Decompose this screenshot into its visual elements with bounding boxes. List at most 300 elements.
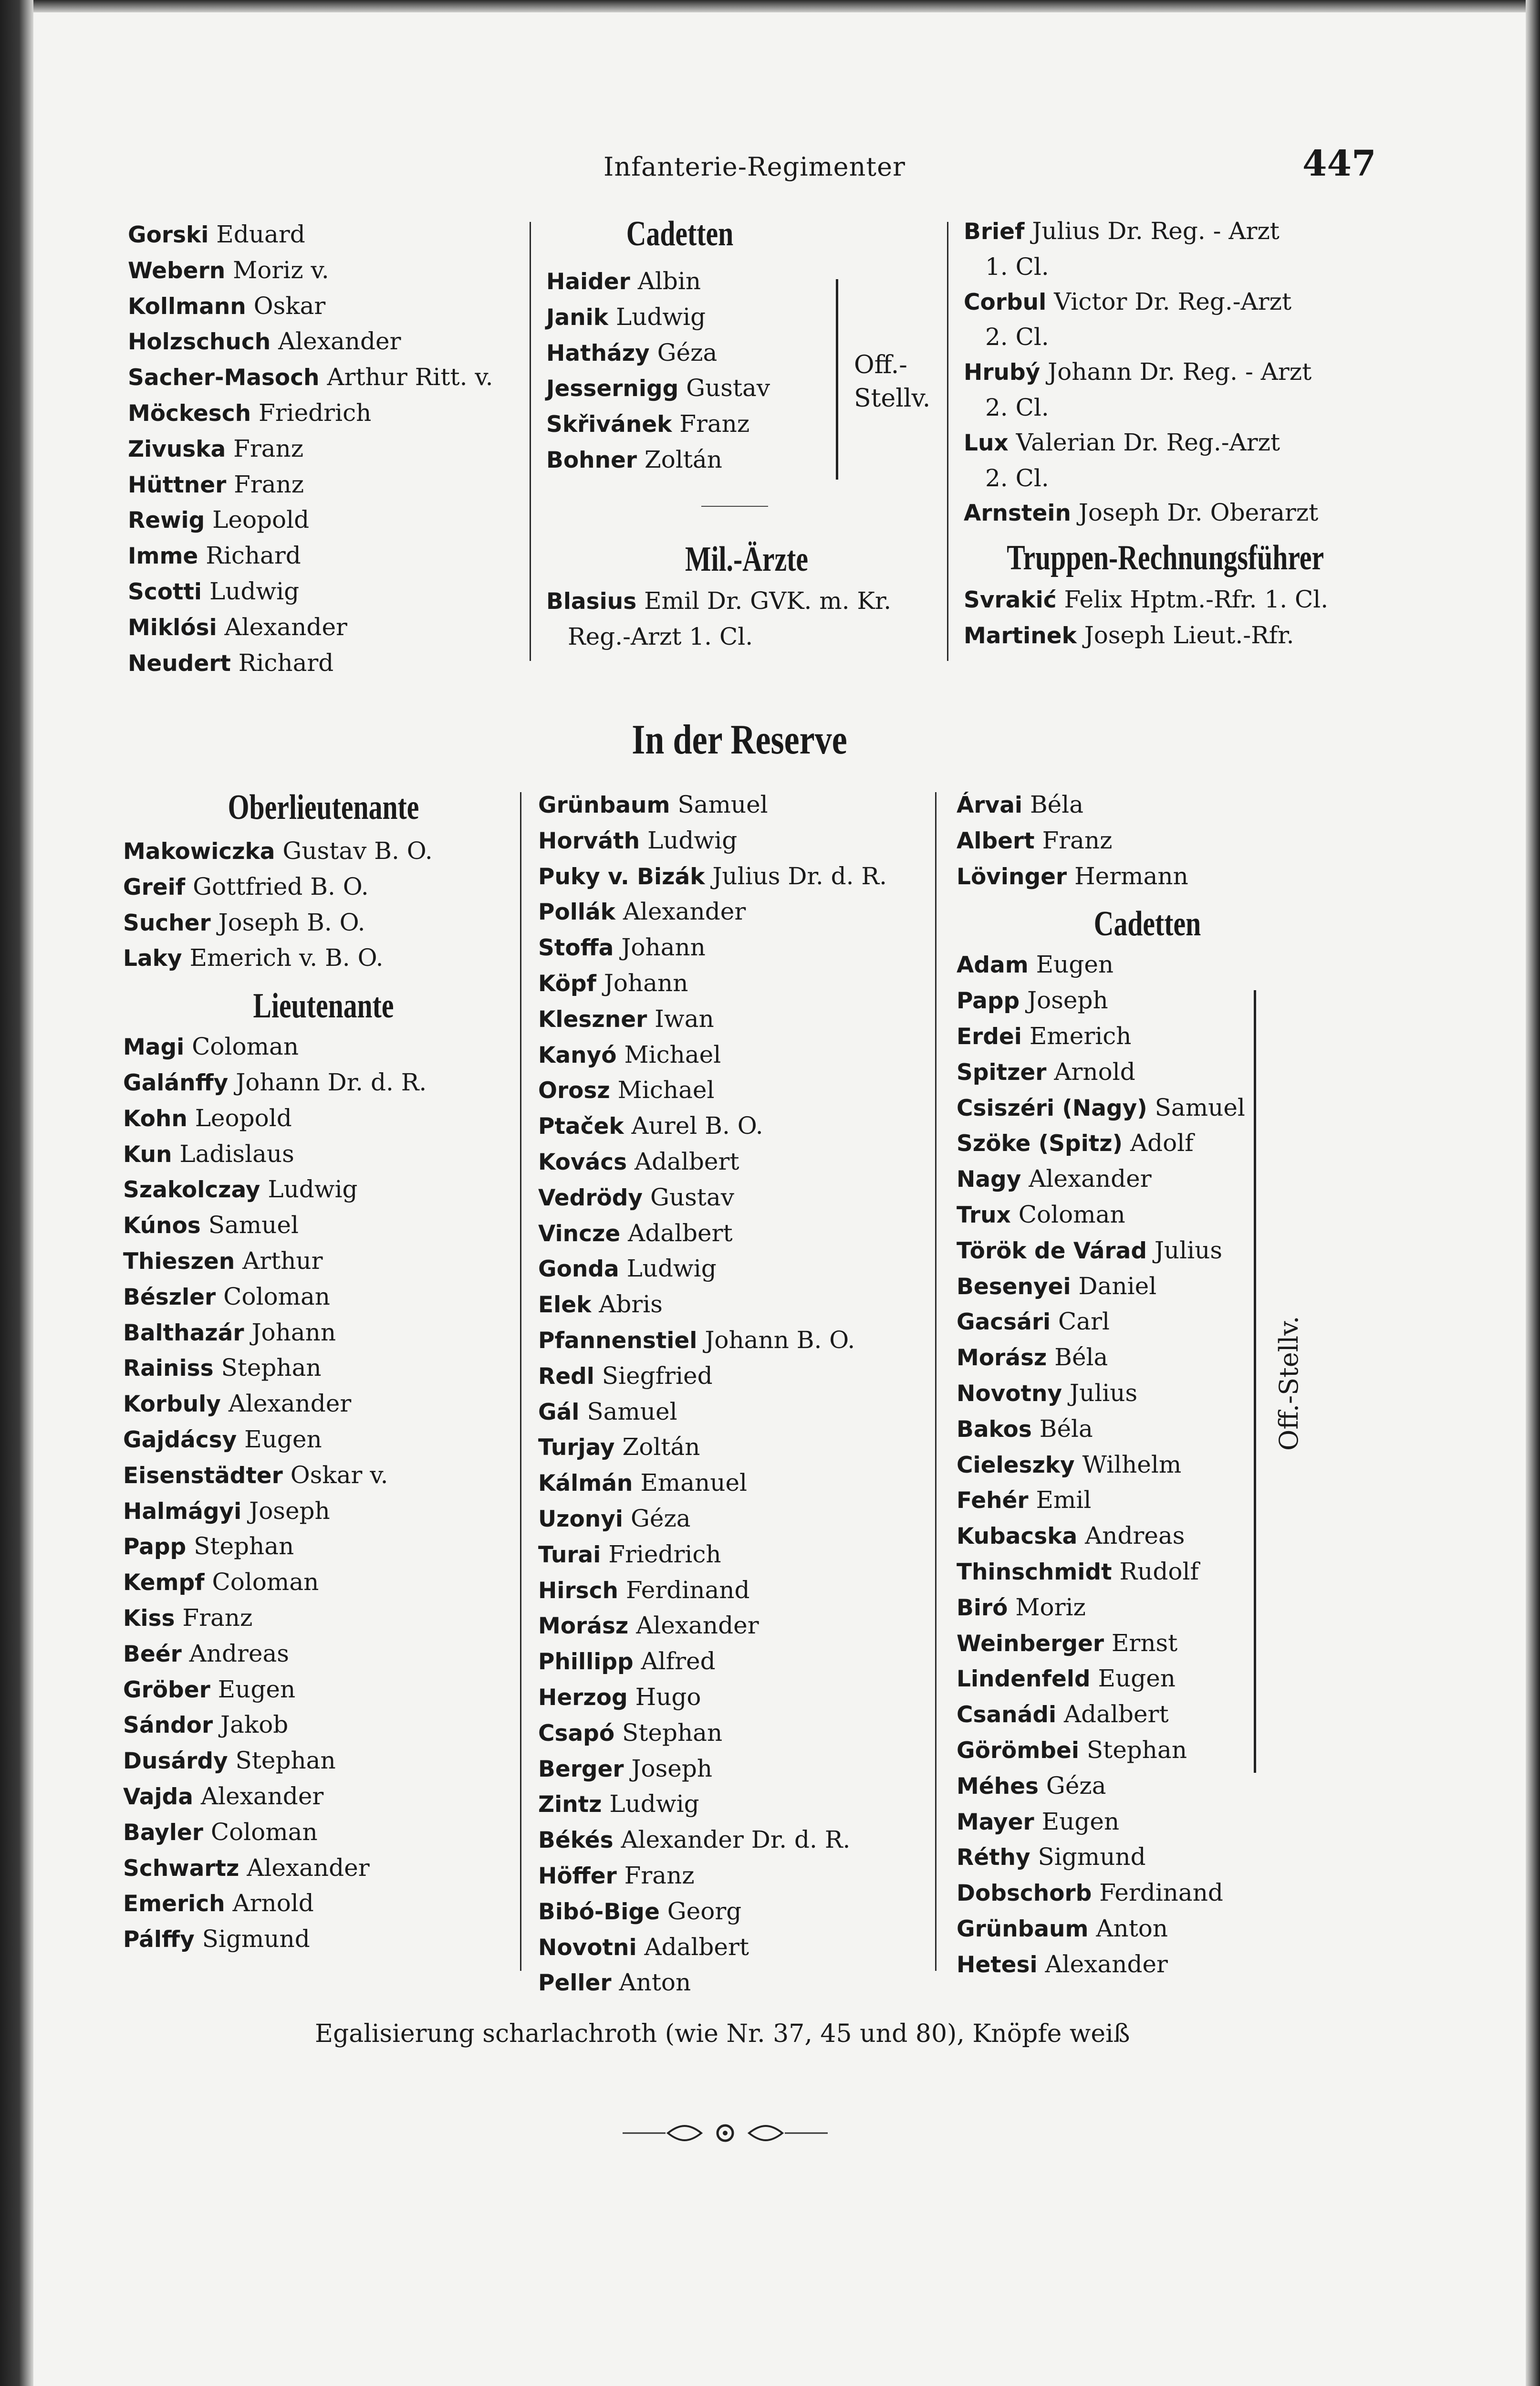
list-entry <box>123 1315 524 1351</box>
cadetten-heading: Cadetten <box>626 214 734 253</box>
given-name: Oskar v. <box>290 1461 388 1489</box>
surname: Görömbei <box>957 1737 1079 1764</box>
list-entry <box>123 869 524 905</box>
list-entry <box>538 1858 887 1894</box>
surname: Skřivánek <box>546 411 672 438</box>
given-name: Coloman <box>192 1033 299 1061</box>
surname: Vedrödy <box>538 1184 643 1211</box>
list-entry <box>128 360 493 396</box>
given-name: Emerich v. B. O. <box>189 944 384 972</box>
given-name: Sigmund <box>202 1925 310 1953</box>
surname: Kálmán <box>538 1470 633 1497</box>
list-entry <box>538 1002 887 1037</box>
surname: Sándor <box>123 1712 213 1739</box>
surname: Fehér <box>957 1487 1029 1514</box>
list-entry <box>123 1279 524 1315</box>
column-rule <box>935 792 936 1971</box>
given-name: Moriz <box>1015 1593 1086 1621</box>
surname: Pfannenstiel <box>538 1327 697 1354</box>
given-name: Jakob <box>220 1711 289 1739</box>
surname: Schwartz <box>123 1855 239 1882</box>
scan-edge-right <box>1526 0 1540 2386</box>
surname: Gröber <box>123 1676 210 1703</box>
given-name: Samuel <box>208 1211 299 1239</box>
list-entry <box>538 1109 887 1144</box>
list-entry <box>546 300 937 335</box>
surname: Árvai <box>957 792 1023 818</box>
off-stellv-vertical-label: Off.-Stellv. <box>1274 1316 1304 1451</box>
given-name: Friedrich <box>259 398 372 427</box>
list-entry <box>123 1851 524 1886</box>
given-name: Leopold <box>195 1104 292 1132</box>
list-entry <box>957 1197 1338 1233</box>
surname: Besenyei <box>957 1273 1071 1300</box>
list-entry <box>957 1483 1338 1518</box>
list-entry <box>957 1804 1338 1840</box>
given-name: Friedrich <box>608 1540 721 1568</box>
given-name: Stephan <box>622 1718 723 1747</box>
list-entry <box>123 1636 524 1672</box>
surname: Sacher-Masoch <box>128 365 320 391</box>
surname: Martinek <box>964 622 1077 649</box>
list-entry <box>123 1422 524 1458</box>
given-name: Julius <box>1154 1236 1222 1264</box>
list-entry <box>957 1447 1338 1483</box>
list-entry <box>538 1359 887 1394</box>
surname: Lux <box>964 429 1009 456</box>
given-name: Anton <box>619 1968 691 1997</box>
surname: Horváth <box>538 827 640 854</box>
list-entry <box>123 1350 524 1386</box>
given-name: Alexander <box>247 1853 370 1882</box>
given-name: Arthur <box>242 1246 323 1275</box>
given-name: Ferdinand <box>625 1576 750 1604</box>
list-entry <box>538 1430 887 1465</box>
given-name: Coloman <box>210 1818 318 1846</box>
surname: Peller <box>538 1970 612 1997</box>
surname: Kubacska <box>957 1523 1078 1550</box>
list-entry <box>123 1565 524 1601</box>
given-name: Emil <box>1036 1486 1092 1514</box>
list-entry <box>128 431 493 467</box>
cadetten-heading: Cadetten <box>1093 904 1201 944</box>
given-name: Johann Dr. Reg. - Arzt <box>1048 358 1312 386</box>
given-name: Eugen <box>1036 951 1114 979</box>
given-name: Julius Dr. Reg. - Arzt <box>1032 217 1280 245</box>
surname: Zintz <box>538 1791 602 1818</box>
given-name: Wilhelm <box>1082 1450 1182 1478</box>
list-entry <box>964 320 1355 355</box>
list-entry <box>538 1287 887 1323</box>
surname: Makowiczka <box>123 838 275 865</box>
given-name: Alexander <box>200 1782 324 1810</box>
surname: Papp <box>123 1534 187 1560</box>
given-name: Eugen <box>1098 1664 1176 1693</box>
surname: Svrakić <box>964 587 1057 614</box>
given-name: Géza <box>1046 1771 1106 1800</box>
surname: Bibó-Bige <box>538 1898 660 1925</box>
list-entry <box>123 1779 524 1815</box>
list-entry <box>538 1323 887 1359</box>
given-name: Coloman <box>223 1282 330 1310</box>
surname: Phillipp <box>538 1649 634 1675</box>
surname: Beér <box>123 1641 182 1667</box>
list-entry <box>957 1019 1338 1055</box>
list-entry <box>538 1180 887 1216</box>
surname: Gajdácsy <box>123 1426 237 1453</box>
surname: Szöke (Spitz) <box>957 1130 1123 1157</box>
given-name: Stephan <box>194 1532 294 1560</box>
surname: Halmágyi <box>123 1498 242 1525</box>
given-name: Johann Dr. d. R. <box>236 1068 427 1096</box>
oberlieutenante-heading: Oberlieutenante <box>228 788 419 827</box>
given-name: Emerich <box>1029 1022 1132 1050</box>
top-middle-column <box>546 214 937 478</box>
surname: Pollák <box>538 899 615 926</box>
surname: Gacsári <box>957 1309 1051 1336</box>
given-name: Ladislaus <box>179 1140 294 1168</box>
given-name: Daniel <box>1078 1272 1157 1300</box>
top-right-column <box>964 214 1355 654</box>
surname: Gonda <box>538 1256 619 1283</box>
list-entry <box>123 1386 524 1422</box>
surname: Hrubý <box>964 359 1041 386</box>
list-entry <box>123 1172 524 1208</box>
list-entry <box>538 930 887 966</box>
given-name: Hugo <box>635 1683 701 1711</box>
list-entry <box>957 1875 1338 1911</box>
surname: Grünbaum <box>957 1915 1089 1942</box>
list-entry <box>957 1840 1338 1875</box>
surname: Rainiss <box>123 1355 214 1382</box>
given-name: Samuel <box>677 791 768 818</box>
reserve-left-column <box>123 787 524 1957</box>
surname: Novotni <box>538 1934 637 1961</box>
surname: Csiszéri (Nagy) <box>957 1095 1147 1121</box>
surname: Vincze <box>538 1220 621 1247</box>
given-name: Johann <box>621 933 706 962</box>
scan-edge-left <box>0 0 33 2386</box>
list-entry <box>538 1787 887 1822</box>
surname: Magi <box>123 1034 185 1061</box>
given-name: Moriz v. <box>233 256 329 284</box>
scan-edge-top <box>0 0 1540 12</box>
given-name: Abris <box>599 1290 663 1319</box>
surname: Kovács <box>538 1149 627 1175</box>
given-name: Ernst <box>1111 1629 1178 1657</box>
surname: Weinberger <box>957 1630 1104 1657</box>
list-entry <box>123 1137 524 1172</box>
given-name: Alexander <box>278 327 401 356</box>
surname: Laky <box>123 945 182 972</box>
given-name: Stephan <box>235 1747 336 1775</box>
list-entry <box>123 1065 524 1101</box>
list-entry <box>957 1626 1338 1662</box>
list-entry <box>957 823 1338 859</box>
given-name: Coloman <box>1018 1200 1125 1228</box>
list-entry <box>128 217 493 253</box>
list-entry <box>538 1608 887 1644</box>
surname: Gál <box>538 1399 580 1425</box>
given-name: Alexander <box>1045 1950 1168 1978</box>
given-name: Ludwig <box>268 1175 358 1203</box>
surname: Szakolczay <box>123 1177 260 1203</box>
surname: Jessernigg <box>546 376 679 402</box>
given-name: Iwan <box>655 1005 714 1033</box>
surname: Bayler <box>123 1819 203 1846</box>
given-name: 2. Cl. <box>985 464 1049 492</box>
given-name: Ludwig <box>209 577 300 605</box>
list-entry <box>123 1494 524 1529</box>
list-entry <box>964 250 1355 284</box>
surname: Herzog <box>538 1684 628 1711</box>
given-name: Eugen <box>244 1425 322 1453</box>
list-entry <box>957 1162 1338 1197</box>
surname: Puky v. Bizák <box>538 863 705 890</box>
given-name: Eugen <box>1041 1807 1120 1835</box>
top-left-column <box>128 217 493 681</box>
truppen-list <box>964 582 1355 654</box>
aerzte-column <box>546 539 947 654</box>
given-name: 2. Cl. <box>985 323 1049 351</box>
surname: Hetesi <box>957 1951 1038 1978</box>
surname: Albert <box>957 827 1035 854</box>
list-entry <box>957 1554 1338 1590</box>
surname: Thinschmidt <box>957 1559 1112 1585</box>
surname: Lövinger <box>957 863 1067 890</box>
list-entry <box>957 1233 1338 1269</box>
surname: Berger <box>538 1756 624 1782</box>
list-entry <box>538 1751 887 1787</box>
list-entry <box>964 355 1355 390</box>
surname: Holzschuch <box>128 329 271 356</box>
given-name: Franz <box>624 1861 695 1889</box>
surname: Imme <box>128 543 198 570</box>
given-name: Valerian Dr. Reg.-Arzt <box>1016 428 1280 456</box>
list-entry <box>546 584 947 619</box>
list-entry <box>123 1029 524 1065</box>
list-entry <box>123 1743 524 1779</box>
list-entry <box>957 947 1338 983</box>
surname: Dusárdy <box>123 1748 228 1775</box>
surname: Török de Várad <box>957 1237 1147 1264</box>
given-name: Johann <box>604 969 688 997</box>
given-name: Albin <box>637 267 701 295</box>
surname: Arnstein <box>964 500 1071 527</box>
given-name: Franz <box>234 470 304 498</box>
surname: Spitzer <box>957 1059 1047 1086</box>
list-entry <box>546 442 937 478</box>
list-entry <box>128 324 493 360</box>
list-entry <box>964 495 1355 531</box>
list-entry <box>538 1394 887 1430</box>
given-name: Andreas <box>189 1639 289 1667</box>
surname: Mayer <box>957 1809 1034 1835</box>
list-entry <box>123 1922 524 1957</box>
list-entry <box>123 1601 524 1636</box>
list-entry <box>964 461 1355 496</box>
list-entry <box>538 1216 887 1252</box>
given-name: Franz <box>182 1603 253 1632</box>
surname: Réthy <box>957 1844 1030 1871</box>
surname: Zivuska <box>128 436 226 462</box>
surname: Blasius <box>546 588 637 615</box>
given-name: Michael <box>617 1076 715 1104</box>
list-entry <box>957 859 1338 895</box>
surname: Eisenstädter <box>123 1462 283 1489</box>
surname: Balthazár <box>123 1319 244 1346</box>
list-entry <box>538 894 887 930</box>
list-entry <box>123 1815 524 1851</box>
list-entry <box>123 1208 524 1244</box>
given-name: Ludwig <box>615 303 706 331</box>
oberlieutenante-list <box>123 834 524 976</box>
reserve-right-list <box>957 787 1338 894</box>
given-name: Zoltán <box>622 1433 700 1461</box>
surname: Vajda <box>123 1783 193 1810</box>
given-name: Stephan <box>221 1354 322 1382</box>
reserve-middle-list <box>538 787 887 2001</box>
surname: Emerich <box>123 1891 225 1917</box>
given-name: Coloman <box>212 1568 319 1596</box>
given-name: Anton <box>1096 1914 1168 1942</box>
given-name: Ludwig <box>647 826 738 854</box>
list-entry <box>538 823 887 859</box>
list-entry <box>538 1894 887 1930</box>
given-name: Béla <box>1039 1414 1093 1443</box>
list-entry <box>123 941 524 976</box>
surname: Miklósi <box>128 614 217 641</box>
given-name: Ludwig <box>626 1255 717 1283</box>
given-name: Arthur Ritt. v. <box>327 363 493 391</box>
list-entry <box>957 1661 1338 1697</box>
surname: Kollmann <box>128 293 246 320</box>
given-name: Oskar <box>253 292 326 320</box>
surname: Korbuly <box>123 1391 221 1418</box>
off-stellv-label: Off.- Stellv. <box>854 351 931 413</box>
list-entry <box>538 1073 887 1109</box>
given-name: Rudolf <box>1119 1557 1199 1585</box>
given-name: Alexander <box>228 1390 352 1418</box>
list-entry <box>964 582 1355 618</box>
surname: Redl <box>538 1363 594 1390</box>
given-name: Alexander <box>224 613 347 641</box>
given-name: Alexander <box>1029 1165 1152 1193</box>
list-entry <box>964 284 1355 320</box>
surname: Haider <box>546 269 630 295</box>
list-entry <box>123 1458 524 1494</box>
surname: Kleszner <box>538 1006 647 1033</box>
given-name: Georg <box>667 1897 742 1925</box>
list-entry <box>128 610 493 646</box>
surname: Köpf <box>538 970 596 997</box>
list-entry <box>957 1947 1338 1983</box>
lieutenante-heading: Lieutenante <box>253 986 394 1026</box>
surname: Kiss <box>123 1605 175 1632</box>
surname: Kempf <box>123 1570 205 1596</box>
list-entry <box>538 1144 887 1180</box>
list-entry <box>538 1716 887 1751</box>
given-name: Alexander <box>636 1612 759 1640</box>
list-entry <box>538 1573 887 1609</box>
name-list <box>128 217 493 681</box>
given-name: Alexander <box>623 898 746 926</box>
surname: Greif <box>123 874 186 900</box>
list-entry <box>123 1707 524 1743</box>
list-entry <box>957 1911 1338 1947</box>
surname: Turjay <box>538 1434 615 1461</box>
surname: Möckesch <box>128 400 251 427</box>
given-name: Hermann <box>1074 862 1188 890</box>
given-name: Julius Dr. d. R. <box>712 862 887 890</box>
list-entry <box>128 502 493 538</box>
footer-note: Egalisierung scharlachroth (wie Nr. 37, 45 und 80), Knöpfe weiß <box>315 2020 1130 2048</box>
given-name: Adalbert <box>634 1147 739 1175</box>
surname: Kohn <box>123 1105 187 1132</box>
surname: Webern <box>128 257 226 284</box>
list-entry <box>957 1769 1338 1804</box>
surname: Morász <box>957 1345 1047 1371</box>
given-name: Franz <box>1042 826 1113 854</box>
list-entry <box>538 1537 887 1573</box>
surname: Trux <box>957 1202 1011 1228</box>
list-entry <box>538 859 887 895</box>
list-entry <box>538 1822 887 1858</box>
brace <box>1254 990 1256 1773</box>
surname: Bakos <box>957 1416 1032 1443</box>
given-name: Adalbert <box>644 1933 749 1961</box>
list-entry <box>538 1930 887 1966</box>
given-name: Aurel B. O. <box>631 1112 763 1140</box>
surname: Bészler <box>123 1284 216 1310</box>
aerzte-heading: Mil.-Ärzte <box>685 540 808 579</box>
list-entry <box>957 983 1338 1019</box>
list-entry <box>964 618 1355 654</box>
list-entry <box>957 1090 1338 1126</box>
list-entry <box>957 1733 1338 1769</box>
list-entry <box>957 1697 1338 1733</box>
given-name: Franz <box>679 410 750 438</box>
reserve-heading: In der Reserve <box>632 717 847 763</box>
surname: Hüttner <box>128 471 227 498</box>
surname: Adam <box>957 952 1029 979</box>
surname: Neudert <box>128 650 231 677</box>
list-entry <box>538 966 887 1002</box>
list-entry <box>957 1126 1338 1162</box>
list-entry <box>957 1269 1338 1305</box>
list-entry <box>128 538 493 574</box>
given-name: Ferdinand <box>1099 1879 1223 1907</box>
reserve-middle-column <box>538 787 887 2001</box>
given-name: Géza <box>657 338 718 366</box>
surname: Hirsch <box>538 1577 618 1604</box>
given-name: Gustav <box>686 374 770 402</box>
given-name: Béla <box>1054 1343 1108 1371</box>
column-rule <box>520 792 521 1971</box>
truppen-heading: Truppen-Rechnungsführer <box>1007 538 1324 578</box>
given-name: Joseph B. O. <box>218 908 365 936</box>
brace <box>836 279 838 480</box>
surname: Novotny <box>957 1380 1062 1407</box>
given-name: Michael <box>624 1040 721 1068</box>
given-name: 2. Cl. <box>985 393 1049 421</box>
reserve-cadetten-list <box>957 947 1338 1982</box>
list-entry <box>128 396 493 431</box>
surname: Csanádi <box>957 1702 1057 1728</box>
given-name: Adolf <box>1130 1129 1194 1157</box>
list-entry <box>964 214 1355 250</box>
given-name: Emanuel <box>640 1469 748 1497</box>
